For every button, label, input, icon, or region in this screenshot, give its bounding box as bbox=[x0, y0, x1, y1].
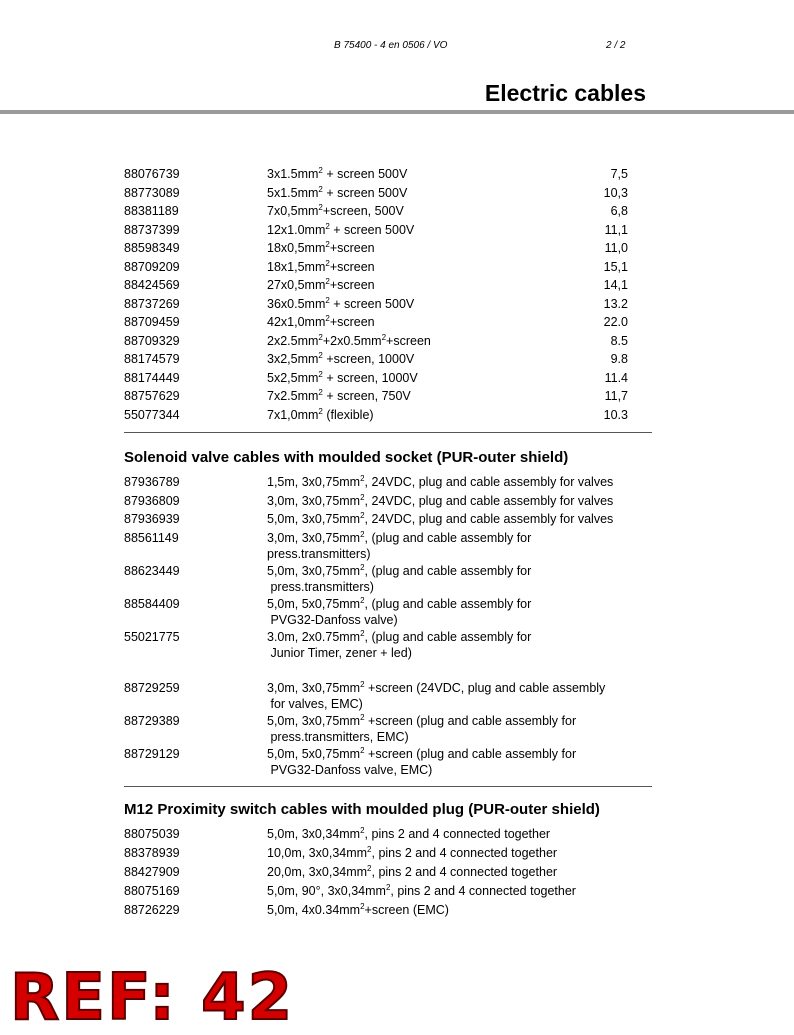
cable-code: 88709209 bbox=[124, 259, 180, 274]
cable-code: 88174579 bbox=[124, 352, 180, 366]
solenoid-description: 1,5m, $3x0,75mm^2$, 24VDC, plug and cable assembly for valves bbox=[267, 474, 614, 489]
cable-description: $5x2,5mm^2$ + screen, 1000V bbox=[267, 369, 418, 385]
superscript: 2 bbox=[360, 595, 365, 605]
cable-description: $7x2.5mm^2$ + screen, 750V bbox=[267, 388, 411, 403]
cable-value: 10,3 bbox=[603, 185, 628, 200]
cable-description: $18x1,5mm^2+screen$ bbox=[267, 258, 375, 274]
cable-code: 88757629 bbox=[124, 389, 180, 403]
solenoid-code: 87936789 bbox=[124, 475, 180, 489]
m12-description: 10,0m, $3x0,34mm^2$, pins 2 and 4 connected together bbox=[267, 845, 558, 860]
cable-description: $27x0,5mm^2+screen$ bbox=[267, 277, 375, 292]
cable-value: 11.4 bbox=[604, 370, 628, 385]
solenoid-description: 5,0m, $3x0,75mm^2$, (plug and cable assembly for press.transmitters) bbox=[267, 562, 532, 594]
solenoid-description: 3.0m, $2x0.75mm^2$, (plug and cable assembly for Junior Timer, zener + led) bbox=[267, 628, 532, 660]
solenoid-code: 88729259 bbox=[124, 680, 180, 695]
cable-value: 11,1 bbox=[604, 222, 628, 237]
cable-code: 88424569 bbox=[124, 278, 180, 292]
solenoid-code: 87936809 bbox=[124, 493, 180, 508]
cable-code: 88773089 bbox=[124, 185, 180, 200]
solenoid-description: 5,0m, $5x0,75mm^2$ +screen (plug and cable assembly for PVG32-Danfoss valve, EMC) bbox=[267, 745, 577, 777]
superscript: 2 bbox=[325, 258, 330, 268]
superscript: 2 bbox=[318, 166, 323, 175]
cable-code: 88709329 bbox=[124, 333, 180, 348]
cable-code: 88737399 bbox=[124, 222, 180, 237]
m12-code: 88726229 bbox=[124, 903, 180, 917]
superscript: 2 bbox=[360, 712, 365, 722]
superscript: 2 bbox=[360, 628, 365, 638]
superscript: 2 bbox=[367, 864, 372, 873]
page-number: 2 / 2 bbox=[606, 40, 626, 51]
section-divider bbox=[124, 432, 652, 433]
cable-description: $5x1.5mm^2$ + screen 500V bbox=[267, 184, 408, 200]
solenoid-code: 88584409 bbox=[124, 596, 180, 611]
doc-reference: B 75400 - 4 en 0506 / VO bbox=[334, 40, 448, 51]
cable-description: $18x0,5mm^2+screen$ bbox=[267, 240, 375, 255]
cable-value: 10.3 bbox=[603, 407, 628, 422]
cable-code: 88174449 bbox=[124, 370, 180, 385]
solenoid-description: 5,0m, $5x0,75mm^2$, (plug and cable assembly for PVG32-Danfoss valve) bbox=[267, 595, 532, 627]
solenoid-code: 55021775 bbox=[124, 629, 180, 644]
cable-description: $3x1.5mm^2$ + screen 500V bbox=[267, 166, 408, 181]
superscript: 2 bbox=[325, 221, 330, 231]
cable-value: 9.8 bbox=[610, 352, 628, 366]
cable-value: 11,0 bbox=[604, 241, 628, 255]
superscript: 2 bbox=[360, 679, 365, 689]
superscript: 2 bbox=[318, 184, 323, 194]
cable-description: $3x2,5mm^2$ +screen, 1000V bbox=[267, 351, 415, 366]
superscript: 2 bbox=[318, 351, 323, 360]
superscript: 2 bbox=[360, 474, 365, 483]
cable-description: $7x1,0mm^2$ (flexible) bbox=[267, 406, 374, 422]
cable-value: 8.5 bbox=[610, 333, 628, 348]
cable-value: 22.0 bbox=[603, 315, 628, 329]
solenoid-section-title: Solenoid valve cables with moulded socket (PUR-outer shield) bbox=[124, 449, 569, 466]
cable-value: 6,8 bbox=[610, 204, 628, 218]
m12-description: 5,0m, 90°, $3x0,34mm^2$, pins 2 and 4 connected together bbox=[267, 883, 576, 898]
cable-code: 88076739 bbox=[124, 167, 180, 181]
superscript: 2 bbox=[360, 511, 365, 520]
superscript: 2 bbox=[318, 406, 323, 416]
m12-code: 88075169 bbox=[124, 884, 180, 898]
cable-code: 88709459 bbox=[124, 315, 180, 329]
superscript: 2 bbox=[360, 529, 365, 539]
superscript: 2 bbox=[360, 826, 365, 835]
cable-value: 15,1 bbox=[603, 259, 628, 274]
superscript: 2 bbox=[367, 845, 372, 854]
ref-stamp: REF: 42 bbox=[10, 961, 295, 1035]
cable-code: 55077344 bbox=[124, 407, 180, 422]
section-divider bbox=[124, 786, 652, 787]
m12-code: 88075039 bbox=[124, 827, 180, 841]
solenoid-description: 3,0m, $3x0,75mm^2$, 24VDC, plug and cable assembly for valves bbox=[267, 492, 614, 508]
m12-description: 5,0m, $3x0,34mm^2$, pins 2 and 4 connected together bbox=[267, 826, 551, 841]
m12-code: 88427909 bbox=[124, 865, 180, 879]
solenoid-code: 88561149 bbox=[124, 530, 179, 545]
cable-code: 88381189 bbox=[124, 204, 179, 218]
cable-code: 88598349 bbox=[124, 241, 180, 255]
superscript: 2 bbox=[360, 902, 365, 911]
m12-description: 5,0m, $4x0.34mm^2+screen$ (EMC) bbox=[267, 902, 449, 917]
superscript: 2 bbox=[385, 883, 391, 892]
superscript: 2 bbox=[360, 492, 365, 502]
cable-description: $42x1,0mm^2+screen$ bbox=[267, 314, 375, 329]
superscript: 2 bbox=[318, 369, 323, 379]
cable-code: 88737269 bbox=[124, 296, 180, 311]
page-title: Electric cables bbox=[484, 80, 646, 106]
solenoid-code: 88729389 bbox=[124, 713, 180, 728]
cable-value: 7,5 bbox=[610, 167, 628, 181]
superscript: 2 bbox=[325, 240, 330, 249]
superscript: 2 bbox=[318, 332, 323, 342]
cable-description: $12x1.0mm^2$ + screen 500V bbox=[267, 221, 415, 237]
cable-value: 13.2 bbox=[603, 296, 628, 311]
superscript: 2 bbox=[325, 314, 330, 323]
m12-section-title: M12 Proximity switch cables with moulded plug (PUR-outer shield) bbox=[124, 801, 600, 818]
solenoid-description: 5,0m, $3x0,75mm^2$ +screen (plug and cable assembly for press.transmitters, EMC) bbox=[267, 712, 577, 744]
cable-description: $7x0,5mm^2+screen$, 500V bbox=[267, 203, 404, 218]
solenoid-description: 5,0m, $3x0,75mm^2$, 24VDC, plug and cable assembly for valves bbox=[267, 511, 614, 526]
header-rule bbox=[0, 110, 794, 114]
cable-value: 11,7 bbox=[604, 389, 628, 403]
solenoid-code: 88729129 bbox=[124, 746, 180, 761]
superscript: 2 bbox=[318, 388, 323, 397]
superscript: 2 bbox=[381, 332, 387, 342]
solenoid-code: 87936939 bbox=[124, 512, 180, 526]
superscript: 2 bbox=[325, 295, 330, 305]
superscript: 2 bbox=[325, 277, 330, 286]
solenoid-description: 3,0m, $3x0,75mm^2$, (plug and cable assembly for press.transmitters) bbox=[267, 529, 532, 561]
m12-description: 20,0m, $3x0,34mm^2$, pins 2 and 4 connected together bbox=[267, 864, 558, 879]
cable-description: $2x2.5mm^2+2x0.5mm^2+screen$ bbox=[267, 332, 431, 348]
superscript: 2 bbox=[360, 562, 365, 572]
solenoid-code: 88623449 bbox=[124, 563, 180, 578]
cable-value: 14,1 bbox=[603, 278, 628, 292]
superscript: 2 bbox=[318, 203, 323, 212]
cable-description: $36x0.5mm^2$ + screen 500V bbox=[267, 295, 415, 311]
solenoid-description: 3,0m, $3x0,75mm^2$ +screen (24VDC, plug and cable assembly for valves, EMC) bbox=[267, 679, 606, 711]
m12-code: 88378939 bbox=[124, 846, 180, 860]
superscript: 2 bbox=[360, 745, 365, 755]
